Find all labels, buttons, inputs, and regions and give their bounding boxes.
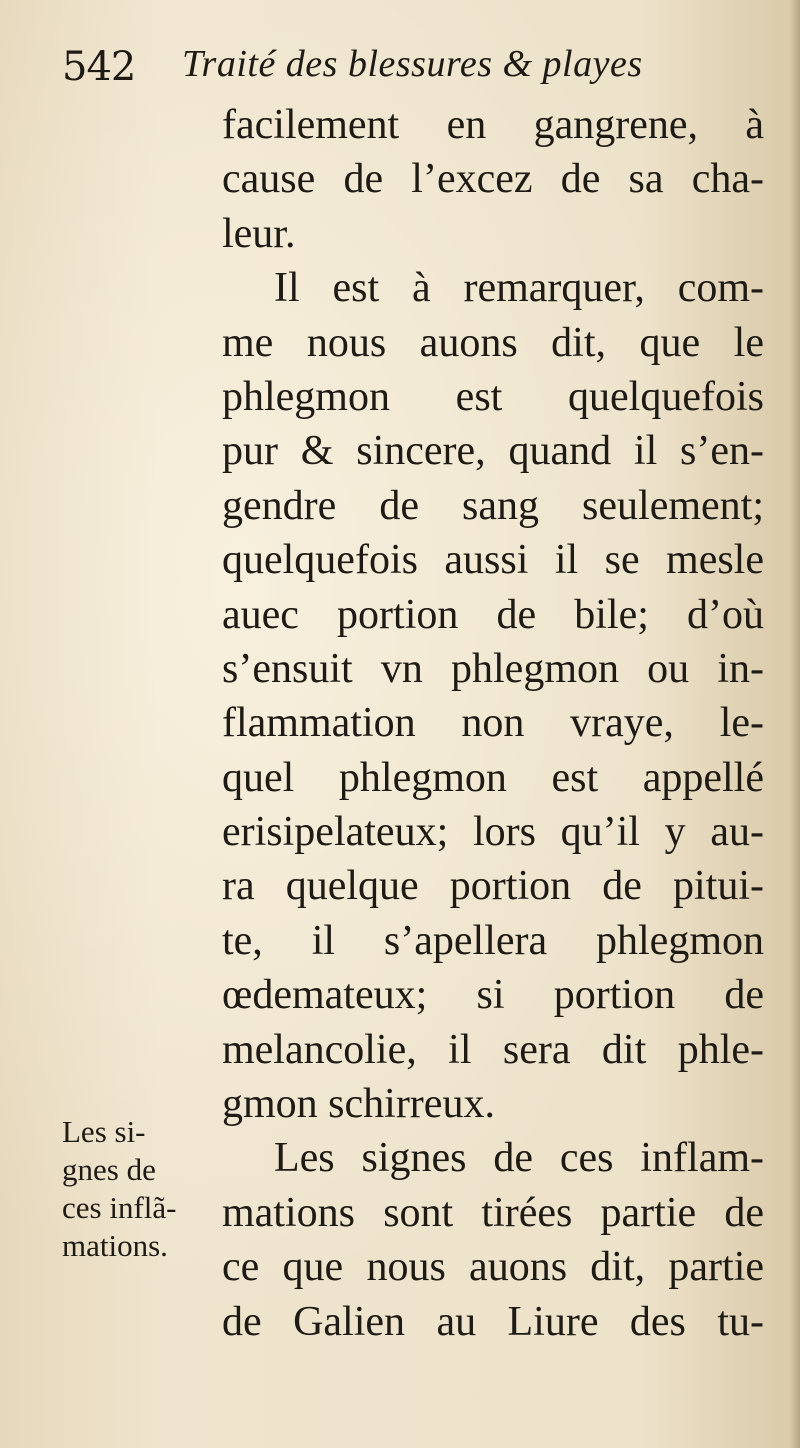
text-line: te, il s’apellera phlegmon bbox=[222, 917, 764, 964]
text-line: de Galien au Liure des tu- bbox=[222, 1298, 764, 1345]
text-line: flammation non vraye, le- bbox=[222, 700, 764, 747]
text-line: ra quelque portion de pitui- bbox=[222, 863, 764, 910]
text-line: auec portion de bile; d’où bbox=[222, 591, 764, 638]
text-line: Les signes de ces inflam- bbox=[274, 1135, 764, 1182]
text-line: gmon schirreux. bbox=[222, 1081, 495, 1128]
text-line: melancolie, il sera dit phle- bbox=[222, 1026, 764, 1073]
text-line: me nous auons dit, que le bbox=[222, 319, 764, 366]
running-head: Traité des blessures & playes bbox=[182, 43, 643, 85]
text-line: s’ensuit vn phlegmon ou in- bbox=[222, 645, 764, 692]
margin-note-line: mations. bbox=[62, 1228, 168, 1263]
text-line: ce que nous auons dit, partie bbox=[222, 1244, 764, 1291]
text-line: erisipelateux; lors qu’il y au- bbox=[222, 809, 764, 856]
text-line: quel phlegmon est appellé bbox=[222, 754, 764, 801]
text-line: pur & sincere, quand il s’en- bbox=[222, 428, 764, 475]
text-line: Il est à remarquer, com- bbox=[274, 265, 764, 312]
text-line: phlegmon est quelquefois bbox=[222, 373, 764, 420]
body-text bbox=[222, 98, 764, 1349]
margin-note-line: ces inflã- bbox=[62, 1190, 177, 1225]
text-line: quelquefois aussi il se mesle bbox=[222, 537, 764, 584]
page-header bbox=[62, 38, 762, 98]
page-edge-shadow bbox=[790, 0, 800, 1448]
text-line: mations sont tirées partie de bbox=[222, 1189, 764, 1236]
text-line: cause de l’excez de sa cha- bbox=[222, 156, 764, 203]
text-line: facilement en gangrene, à bbox=[222, 102, 764, 148]
margin-note-line: Les si- bbox=[62, 1114, 146, 1149]
text-line: œdemateux; si portion de bbox=[222, 972, 764, 1019]
margin-note bbox=[62, 1113, 222, 1265]
text-line: gendre de sang seulement; bbox=[222, 482, 764, 529]
margin-note-line: gnes de bbox=[62, 1152, 156, 1187]
page-number: 542 bbox=[62, 44, 136, 90]
text-line: leur. bbox=[222, 210, 296, 257]
